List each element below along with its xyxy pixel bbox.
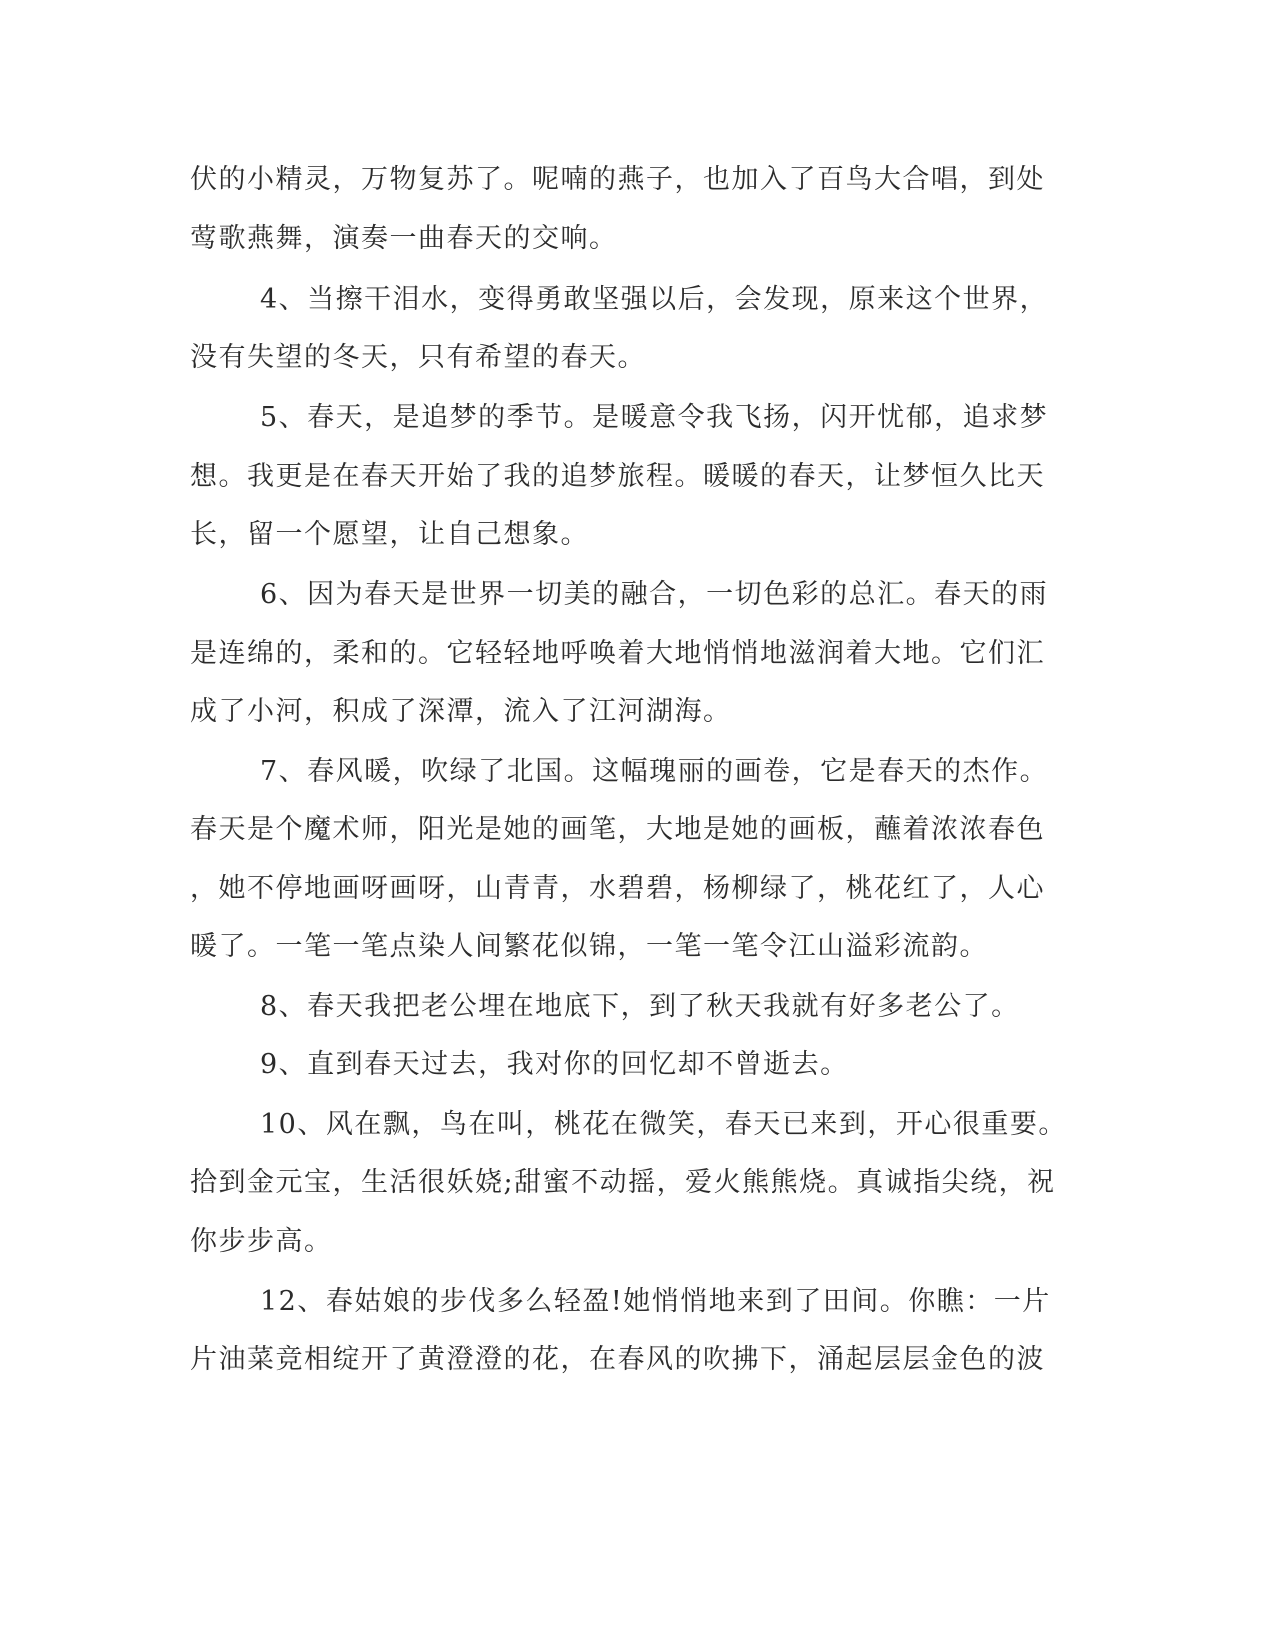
text-line: 片油菜竞相绽开了黄澄澄的花，在春风的吹拂下，涌起层层金色的波 [190,1344,1045,1375]
paragraph-8-line: 8、春天我把老公埋在地底下，到了秋天我就有好多老公了。 [260,991,1020,1022]
text-line: 暖了。一笔一笔点染人间繁花似锦，一笔一笔令江山溢彩流韵。 [190,931,988,962]
paragraph-6-line: 6、因为春天是世界一切美的融合，一切色彩的总汇。春天的雨 [260,579,1049,610]
paragraph-7-line: 7、春风暖，吹绿了北国。这幅瑰丽的画卷，它是春天的杰作。 [260,756,1049,787]
text-line: ，她不停地画呀画呀，山青青，水碧碧，杨柳绿了，桃花红了，人心 [190,873,1045,904]
paragraph-10-line: 10、风在飘，鸟在叫，桃花在微笑，春天已来到，开心很重要。 [260,1109,1067,1140]
text-line: 伏的小精灵，万物复苏了。呢喃的燕子，也加入了百鸟大合唱，到处 [190,164,1045,195]
text-line: 你步步高。 [190,1226,333,1257]
paragraph-5-line: 5、春天，是追梦的季节。是暖意令我飞扬，闪开忧郁，追求梦 [260,402,1049,433]
text-line: 没有失望的冬天，只有希望的春天。 [190,342,646,373]
paragraph-9-line: 9、直到春天过去，我对你的回忆却不曾逝去。 [260,1049,849,1080]
text-line: 长，留一个愿望，让自己想象。 [190,519,589,550]
text-line: 拾到金元宝，生活很妖娆;甜蜜不动摇，爱火熊熊烧。真诚指尖绕，祝 [190,1167,1056,1198]
paragraph-12-line: 12、春姑娘的步伐多么轻盈!她悄悄地来到了田间。你瞧：一片 [260,1286,1051,1317]
text-line: 莺歌燕舞，演奏一曲春天的交响。 [190,223,618,254]
paragraph-4-line: 4、当擦干泪水，变得勇敢坚强以后，会发现，原来这个世界， [260,284,1049,315]
text-line: 是连绵的，柔和的。它轻轻地呼唤着大地悄悄地滋润着大地。它们汇 [190,638,1045,669]
text-line: 成了小河，积成了深潭，流入了江河湖海。 [190,696,732,727]
text-line: 春天是个魔术师，阳光是她的画笔，大地是她的画板，蘸着浓浓春色 [190,814,1045,845]
text-line: 想。我更是在春天开始了我的追梦旅程。暖暖的春天，让梦恒久比天 [190,461,1045,492]
